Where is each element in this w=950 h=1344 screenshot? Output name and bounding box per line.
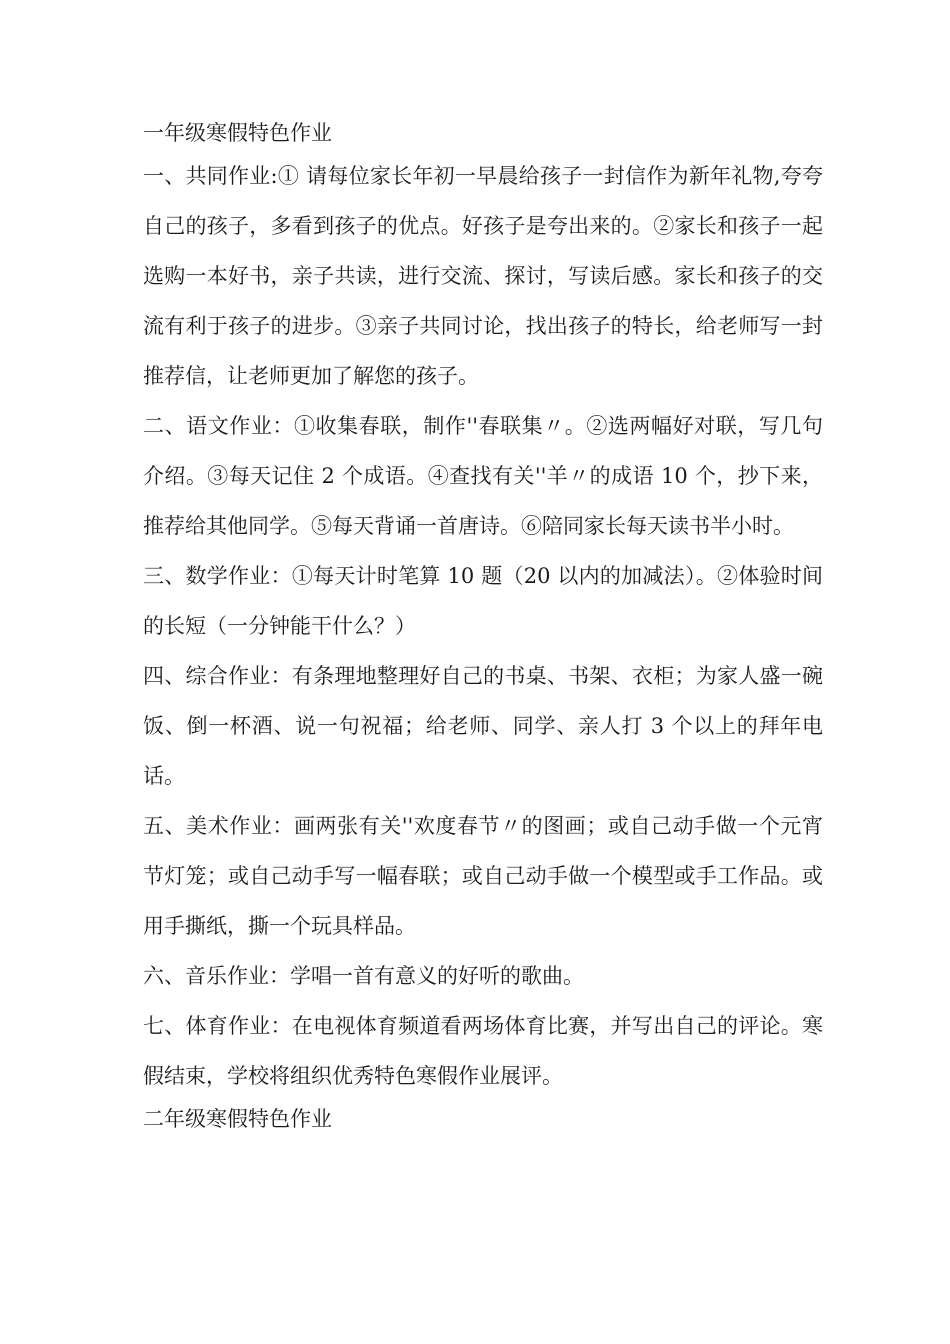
paragraph-common-homework: 一、共同作业:① 请每位家长年初一早晨给孩子一封信作为新年礼物,夸夸自己的孩子，多看到孩子的优点。好孩子是夸出来的。②家长和孩子一起选购一本好书，亲子共读，进行交流、探讨，写读后感。家长和孩子的交流有利于孩子的进步。③亲子共同讨论，找出孩子的特长，给老师写一封推荐信，让老师更加了解您的孩子。 bbox=[143, 164, 823, 388]
paragraph-math-homework: 三、数学作业：①每天计时笔算 10 题（20 以内的加减法）。②体验时间的长短（一分钟能干什么？） bbox=[143, 564, 823, 638]
paragraph-chinese-homework: 二、语文作业：①收集春联，制作''春联集〃。②选两幅好对联，写几句介绍。③每天记住 2 个成语。④查找有关''羊〃的成语 10 个，抄下来，推荐给其他同学。⑤每天背诵一首唐诗。⑥陪同家长每天读书半小时。 bbox=[143, 414, 823, 538]
paragraph-comprehensive-homework: 四、综合作业：有条理地整理好自己的书桌、书架、衣柜；为家人盛一碗饭、倒一杯酒、说一句祝福；给老师、同学、亲人打 3 个以上的拜年电话。 bbox=[143, 664, 823, 788]
document-page bbox=[143, 115, 823, 1137]
paragraph-pe-homework: 七、体育作业：在电视体育频道看两场体育比赛，并写出自己的评论。寒假结束，学校将组织优秀特色寒假作业展评。 bbox=[143, 1014, 823, 1088]
paragraph-art-homework: 五、美术作业：画两张有关''欢度春节〃的图画；或自己动手做一个元宵节灯笼；或自己动手写一幅春联；或自己动手做一个模型或手工作品。或用手撕纸，撕一个玩具样品。 bbox=[143, 814, 823, 938]
document-title: 一年级寒假特色作业 bbox=[143, 121, 332, 145]
paragraph-music-homework: 六、音乐作业：学唱一首有意义的好听的歌曲。 bbox=[143, 964, 584, 988]
next-section-title: 二年级寒假特色作业 bbox=[143, 1107, 332, 1131]
